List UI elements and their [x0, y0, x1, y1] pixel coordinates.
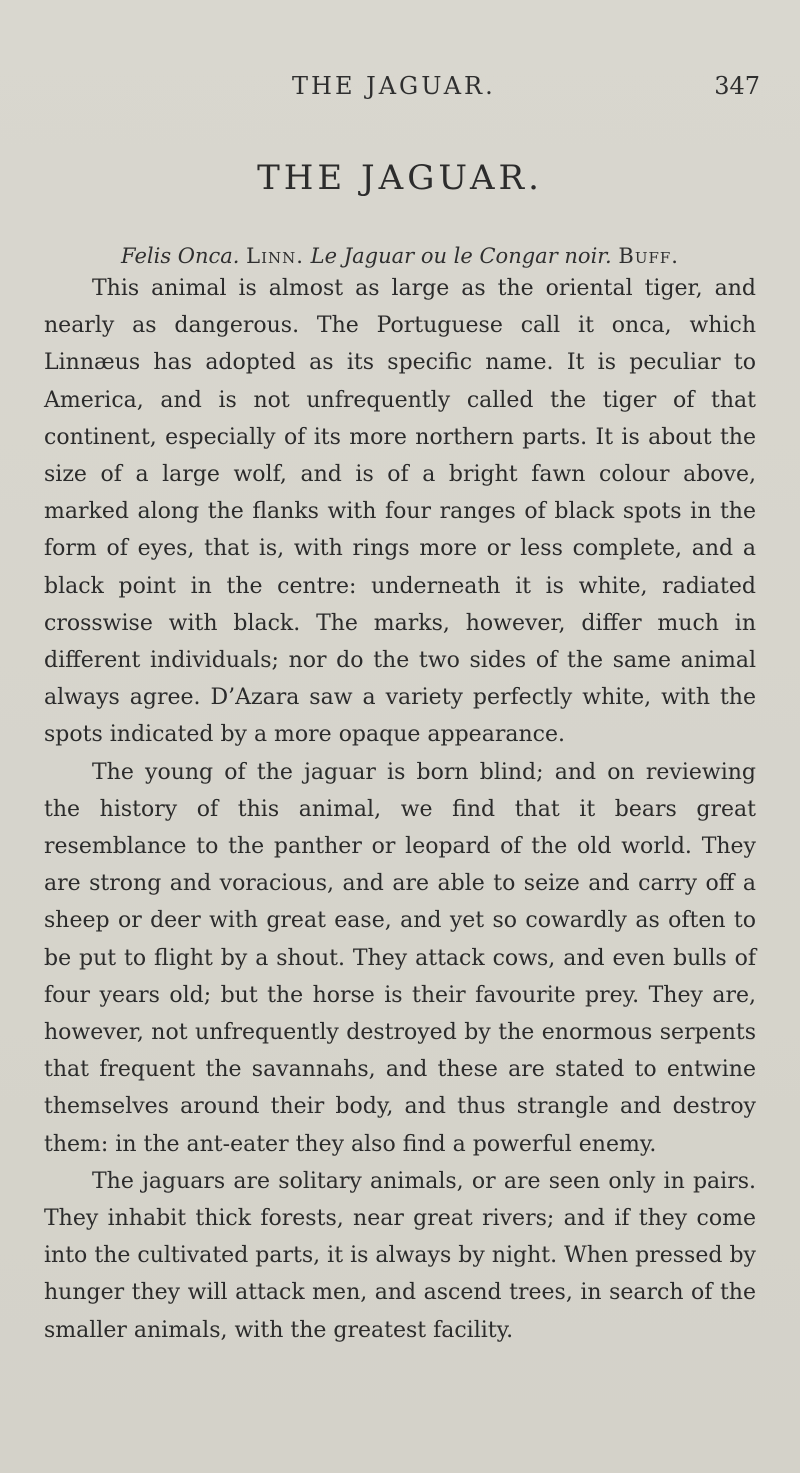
body-text: [44, 270, 756, 1349]
paragraph: The jaguars are solitary animals, or are seen only in pairs. They inhabit thick forests, near great rivers; and if they come into the cultivated parts, it is always by night. When pressed by hunger they will attack men, and ascend trees, in search of the smaller animals, with the greatest facility.: [44, 1168, 756, 1343]
french-authority: Buff.: [618, 244, 679, 268]
article-title: THE JAGUAR.: [257, 158, 543, 198]
running-title: THE JAGUAR.: [292, 72, 496, 100]
running-header: [0, 72, 800, 112]
latin-name: Felis Onca.: [121, 244, 240, 268]
paragraph: The young of the jaguar is born blind; and on reviewing the history of this animal, we find that it bears great resemblance to the panther or leopard of the old world. They are strong and voracious, and are able to seize and carry off a sheep or deer with great ease, and yet so cowardly as often to be put to flight by a shout. They attack cows, and even bulls of four years old; but the horse is their favourite prey. They are, however, not unfrequently destroyed by the enormous serpents that frequent the savannahs, and these are stated to entwine themselves around their body, and thus strangle and destroy them: in the ant-eater they also find a powerful enemy.: [44, 759, 756, 1157]
latin-authority: Linn.: [246, 244, 304, 268]
article-subtitle: [0, 244, 800, 268]
paragraph: This animal is almost as large as the oriental tiger, and nearly as dangerous. The Portuguese call it onca, which Linnæus has adopted as its specific name. It is peculiar to America, and is not unfrequently called the tiger of that continent, especially of its more northern parts. It is about the size of a large wolf, and is of a bright fawn colour above, marked along the flanks with four ranges of black spots in the form of eyes, that is, with rings more or less complete, and a black point in the centre: underneath it is white, radiated crosswise with black. The marks, however, differ much in different individuals; nor do the two sides of the same animal always agree. D’Azara saw a variety perfectly white, with the spots indicated by a more opaque appearance.: [44, 276, 756, 748]
french-name: Le Jaguar ou le Congar noir.: [310, 244, 612, 268]
page-number: 347: [714, 72, 760, 100]
